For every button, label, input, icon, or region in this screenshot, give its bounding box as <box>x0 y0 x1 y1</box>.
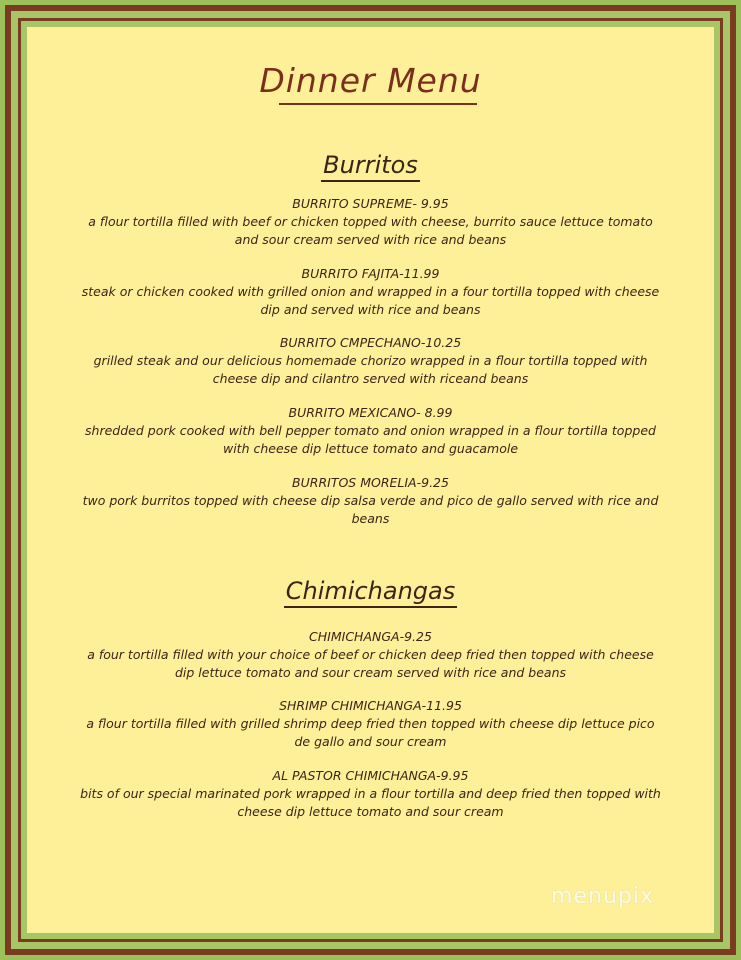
item-description: steak or chicken cooked with grilled onion and wrapped in a four tortilla topped with cheese dip and served with rice and beans <box>81 284 660 317</box>
menu-item <box>77 474 664 528</box>
item-name: BURRITO FAJITA-11.99 <box>301 266 440 281</box>
item-description: a four tortilla filled with your choice of beef or chicken deep fried then topped with cheese dip lettuce tomato and sour cream served with rice and beans <box>87 647 654 680</box>
item-description: a flour tortilla filled with grilled shrimp deep fried then topped with cheese dip lettuce pico de gallo and sour cream <box>86 716 655 749</box>
watermark-logo: menupix <box>551 884 654 909</box>
menu-item <box>77 404 664 458</box>
menu-item <box>77 767 664 821</box>
section-title-burritos: Burritos <box>27 151 714 182</box>
menu-item <box>77 195 664 249</box>
item-name: AL PASTOR CHIMICHANGA-9.95 <box>272 768 469 783</box>
item-description: grilled steak and our delicious homemade chorizo wrapped in a flour tortilla topped with cheese dip and cilantro served with riceand beans <box>93 353 648 386</box>
menu-item <box>77 697 664 751</box>
section-title-chimichangas: Chimichangas <box>27 577 714 608</box>
menu-item <box>77 334 664 388</box>
title-underline <box>279 103 477 105</box>
item-description: two pork burritos topped with cheese dip salsa verde and pico de gallo served with rice and beans <box>82 493 659 526</box>
item-name: CHIMICHANGA-9.25 <box>309 629 432 644</box>
item-name: BURRITO SUPREME- 9.95 <box>292 196 449 211</box>
item-name: BURRITO MEXICANO- 8.99 <box>288 405 453 420</box>
item-description: bits of our special marinated pork wrapped in a flour tortilla and deep fried then topped with cheese dip lettuce tomato and sour cream <box>80 786 661 819</box>
item-name: BURRITOS MORELIA-9.25 <box>292 475 449 490</box>
menu-item <box>77 628 664 682</box>
menu-title: Dinner Menu <box>259 61 482 100</box>
item-name: BURRITO CMPECHANO-10.25 <box>279 335 462 350</box>
item-description: shredded pork cooked with bell pepper tomato and onion wrapped in a flour tortilla topped with cheese dip lettuce tomato and guacamole <box>85 423 656 456</box>
menu-item <box>77 265 664 319</box>
item-description: a flour tortilla filled with beef or chicken topped with cheese, burrito sauce lettuce tomato and sour cream served with rice and beans <box>88 214 653 247</box>
item-name: SHRIMP CHIMICHANGA-11.95 <box>279 698 462 713</box>
menu-page <box>27 27 714 933</box>
